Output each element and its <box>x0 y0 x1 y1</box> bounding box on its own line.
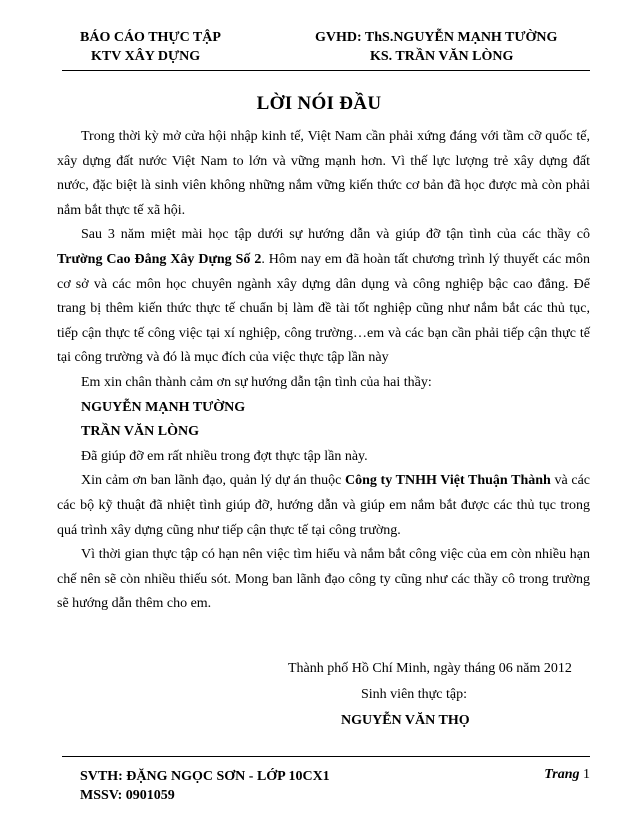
header-left <box>80 28 221 66</box>
student-info: SVTH: ĐẶNG NGỌC SƠN - LỚP 10CX1 <box>80 769 330 784</box>
page-number-value: 1 <box>583 767 590 782</box>
teacher-name-1: NGUYỄN MẠNH TƯỜNG <box>81 399 246 415</box>
header-right <box>315 28 557 66</box>
report-type: BÁO CÁO THỰC TẬP <box>80 30 221 45</box>
signature-role: Sinh viên thực tập: <box>361 687 467 702</box>
paragraph-text: Sau 3 năm miệt mài học tập dưới sự hướng dẫn và giúp đỡ tận tình của các thầy cô <box>81 227 590 243</box>
page-footer <box>62 756 590 817</box>
page-header <box>62 28 590 71</box>
teacher-name-2: TRẦN VĂN LÒNG <box>81 424 199 440</box>
page-title: LỜI NÓI ĐẦU <box>256 93 382 114</box>
footer-student <box>80 767 330 805</box>
paragraph-text: và các các bộ kỹ thuật đã nhiệt tình giúp đỡ, hướng dẫn và giúp em nắm bắt được các thủ tục trong quá trình xây dựng cũng như tiếp cận thực tế tại công trường. <box>57 473 590 538</box>
paragraph-intro: Trong thời kỳ mở cửa hội nhập kinh tế, Việt Nam cần phải xứng đáng với tầm cỡ quốc tế, xây dựng đất nước Việt Nam to lớn và vững mạnh hơn. Vì thế lực lượng trẻ xây dựng đất nước, đặc biệt là sinh viên không những nắm vững kiến thức cơ bản đã học được mà còn phải nắm bắt thực tế xã hội. <box>57 129 590 218</box>
page-label: Trang <box>544 767 580 782</box>
student-id: MSSV: 0901059 <box>80 788 175 803</box>
document-body <box>57 125 590 617</box>
major: KTV XÂY DỰNG <box>91 49 201 64</box>
paragraph-company <box>57 469 590 543</box>
paragraph-text: . Hôm nay em đã hoàn tất chương trình lý thuyết các môn cơ sở và các môn học chuyên ngành xây dựng dân dụng và công nghiệp bậc cao đẳng. Để trang bị thêm kiến thức thực tế chuẩn bị làm đề tài tốt nghiệp cũng như nắm bắt các thủ tục, tiếp cận thực tế công việc tại xí nghiệp, công trường…em và các bạn cần phải tiếp cận thực tế tại công trường và đó là mục đích của việc thực tập lần này <box>57 251 590 366</box>
paragraph-closing: Vì thời gian thực tập có hạn nên việc tìm hiểu và nắm bắt công việc của em còn nhiều hạn chế nên sẽ còn nhiều thiếu sót. Mong ban lãnh đạo công ty cũng như các thầy cô trong trường sẽ hướng dẫn thêm cho em. <box>57 547 590 612</box>
company-name: Công ty TNHH Việt Thuận Thành <box>345 473 551 489</box>
paragraph-text: Xin cảm ơn ban lãnh đạo, quản lý dự án thuộc <box>81 473 345 489</box>
paragraph-help: Đã giúp đỡ em rất nhiều trong đợt thực tập lần này. <box>81 448 368 464</box>
signature-place-date: Thành phố Hồ Chí Minh, ngày tháng 06 năm 2012 <box>288 661 572 676</box>
paragraph-thanks: Em xin chân thành cảm ơn sự hướng dẫn tận tình của hai thầy: <box>81 374 432 390</box>
supervisor-2: KS. TRẦN VĂN LÒNG <box>370 49 514 64</box>
school-name: Trường Cao Đẳng Xây Dựng Số 2 <box>57 251 262 267</box>
signature-name: NGUYỄN VĂN THỌ <box>341 713 470 728</box>
paragraph-study <box>57 223 590 371</box>
supervisor-1: GVHD: ThS.NGUYỄN MẠNH TƯỜNG <box>315 30 558 45</box>
page-number <box>544 767 590 783</box>
